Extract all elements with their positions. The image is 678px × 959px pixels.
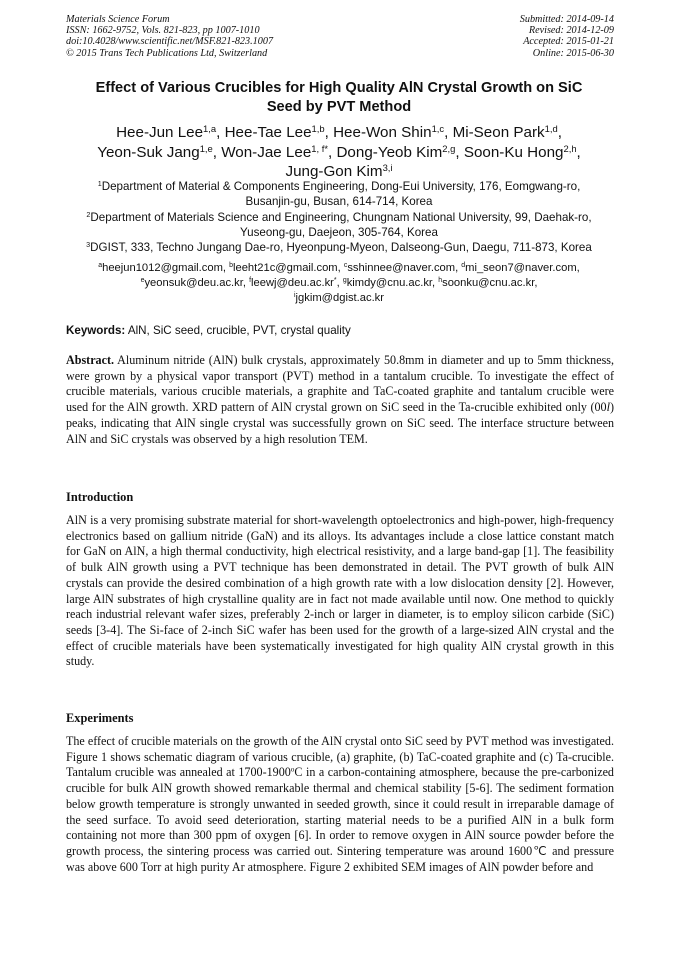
journal-line: © 2015 Trans Tech Publications Ltd, Switzerland [66, 47, 268, 59]
email-marker: g [342, 276, 347, 284]
author-list [40, 123, 638, 182]
submission-dates [520, 14, 614, 59]
author-name: Yeon-Suk Jang [97, 143, 200, 161]
author-name: Dong-Yeob Kim [336, 143, 443, 161]
email-list [40, 261, 638, 305]
journal-line: Materials Science Forum [66, 14, 170, 25]
author-affil: 1,d [544, 122, 558, 134]
author-line: Hee-Jun Lee$^{1,a}$, Hee-Tae Lee$^{1,b}$, Hee-Won Shin$^{1,c}$, Mi-Seon Park$^{1,d}$, [116, 122, 562, 141]
abstract-text: Aluminum nitride (AlN) bulk crystals, approximately 50.8mm in diameter and up to 5mm thickness, were grown by a physical vapor transport (PVT) method in a tantalum crucible. To investigate the effect of crucible materials, various crucible materials, a graphite and TaC-coated graphite and tantalum crucible were used for the AlN growth. XRD pattern of AlN crystal grown on SiC seed in the Ta-crucible exhibited only (00 [66, 353, 615, 415]
affiliation-number: 2 [86, 210, 91, 220]
date-line: Submitted: 2014-09-14 [519, 14, 614, 25]
affiliation-line [50, 179, 628, 194]
date-line: Accepted: 2015-01-21 [523, 36, 614, 48]
author-name: Hee-Tae Lee [224, 124, 312, 141]
author-name: Hee-Jun Lee [116, 124, 204, 141]
miller-index: l [606, 400, 610, 415]
email-marker: h [438, 276, 443, 284]
abstract-label: Abstract. [66, 353, 115, 367]
email-marker: * [333, 276, 337, 284]
abstract [66, 353, 614, 447]
email-address: mi_seon7@naver.com, [465, 262, 580, 274]
email-address: leewj@deu.ac.kr [251, 276, 334, 289]
email-marker: i [294, 291, 296, 299]
author-affil: 1,c [431, 122, 445, 134]
paper-title [40, 79, 638, 117]
affiliation-text: DGIST, 333, Techno Jungang Dae-ro, Hyeonpung-Myeon, Dalseong-Gun, Daegu, 711-873, Korea [90, 241, 592, 254]
author-affil: 3,i [382, 162, 393, 174]
author-affil: 1,e [199, 142, 213, 154]
email-address: heejun1012@gmail.com, [102, 262, 227, 274]
author-affil: 1, f* [311, 142, 329, 154]
affiliation-line: Busanjin-gu, Busan, 614-714, Korea [245, 195, 433, 209]
email-line [40, 261, 638, 276]
email-separator: , [336, 276, 340, 289]
experiments-text-part: The effect of crucible materials on the growth of the AlN crystal onto SiC seed by PVT method was investigated. Figure 1 shows schematic diagram of various crucible, (a) graphite, (b) TaC-coated graphite and (c) Ta-crucible. Tantalum crucible was annealed at 1700-1900 [66, 734, 614, 780]
author-name: Mi-Seon Park [452, 124, 545, 141]
email-marker: e [140, 276, 145, 284]
affiliation-line [50, 240, 628, 255]
author-affil: 2,h [563, 142, 577, 154]
journal-line: doi:10.4028/www.scientific.net/MSF.821-823.1007 [66, 36, 274, 48]
affiliation-text: Department of Material & Components Engineering, Dong-Eui University, 176, Eomgwang-ro, [101, 180, 581, 193]
author-name: Won-Jae Lee [221, 143, 312, 161]
journal-info [66, 14, 273, 59]
email-address: kimdy@cnu.ac.kr, [346, 276, 436, 289]
journal-line: ISSN: 1662-9752, Vols. 821-823, pp 1007-1010 [66, 25, 260, 37]
affiliation-line [50, 210, 628, 225]
author-line: Yeon-Suk Jang$^{1,e}$, Won-Jae Lee$^{1, f*}$, Dong-Yeob Kim$^{2,g}$, Soon-Ku Hong$^{2,h}$, [97, 142, 581, 161]
author-affil: 1,a [203, 122, 217, 134]
email-address: jgkim@dgist.ac.kr [295, 291, 384, 304]
keywords-text: AlN, SiC seed, crucible, PVT, crystal quality [127, 324, 351, 337]
email-line [40, 291, 638, 306]
introduction-text: AlN is a very promising substrate material for short-wavelength optoelectronics and high-power, high-frequency electronics based on gallium nitride (GaN) and its alloys. Its advantages include a close lattice constant match for GaN on AlN, a high thermal conductivity, high electrical resistivity, and a large band-gap [1]. The feasibility of bulk AlN growth using a PVT technique has been demonstrated in detail. The PVT growth of bulk AlN crystals can provide the desired combination of a high growth rate with a low dislocation density [2]. However, large AlN substrates of high crystalline quality are in fact not made available until now. One method to quickly reach industrial relevant wafer sizes, preferably 2-inch or larger in diameter, is to employ silicon carbide (SiC) seeds [3-4]. The Si-face of 2-inch SiC wafer has been used for the growth of a large-sized AlN crystal and the effect of crucible materials have been systematically investigated for high quality AlN crystal growth in this study. [66, 513, 614, 669]
title-line: Effect of Various Crucibles for High Quality AlN Crystal Growth on SiC [95, 80, 583, 96]
title-line: Seed by PVT Method [266, 99, 412, 115]
affiliation-2 [50, 210, 628, 241]
email-address: yeonsuk@deu.ac.kr, [144, 276, 246, 289]
affiliation-1 [50, 179, 628, 210]
date-line: Revised: 2014-12-09 [528, 25, 614, 37]
email-line [40, 276, 638, 291]
degree-marker: o [290, 766, 295, 775]
keywords-label: Keywords: [66, 324, 126, 337]
experiments-text [66, 734, 614, 875]
affiliation-3 [50, 240, 628, 255]
author-name: Soon-Ku Hong [463, 143, 564, 161]
author-name: Jung-Gon Kim [285, 163, 383, 181]
author-affil: 1,b [311, 122, 325, 134]
email-marker: d [461, 262, 466, 270]
email-address: soonku@cnu.ac.kr, [442, 276, 538, 289]
abstract-text: ) peaks, indicating that AlN single crystal was successfully grown on SiC seed. The interface structure between AlN and SiC crystals was observed by a high resolution TEM. [66, 400, 614, 446]
experiments-heading: Experiments [66, 711, 134, 725]
author-affil: 2,g [442, 142, 456, 154]
email-marker: a [98, 262, 103, 270]
email-marker: c [343, 262, 348, 270]
email-address: sshinnee@naver.com, [347, 262, 459, 274]
affiliation-number: 1 [97, 179, 102, 189]
introduction-heading: Introduction [66, 490, 134, 504]
keywords [66, 324, 351, 337]
date-line: Online: 2015-06-30 [532, 47, 614, 59]
email-address: leeht21c@gmail.com, [233, 262, 341, 274]
affiliation-number: 3 [86, 240, 91, 250]
experiments-text-part: C in a carbon-containing atmosphere, because the pre-carbonized crucible for bulk AlN growth showed remarkable thermal and chemical stability [5-6]. The sediment formation below growth temperature is strongly unwanted in seeded growth, since it could result in irreparable damage of the seed surface. To avoid seed deterioration, starting material needs to be a purified AlN in a bulk form containing not more than 300 ppm of oxygen [6]. In order to remove oxygen in AlN source powder before the growth process, the sintering process was carried out. Sintering temperature was around 1600℃ and pressure was above 600 Torr at high purity Ar atmosphere. Figure 2 exhibited SEM images of AlN powder before and [66, 765, 614, 874]
author-name: Hee-Won Shin [333, 124, 432, 141]
email-marker: f [249, 276, 252, 284]
affiliation-text: Department of Materials Science and Engineering, Chungnam National University, 99, Daehak-ro, [90, 211, 592, 224]
affiliation-line: Yuseong-gu, Daejeon, 305-764, Korea [240, 226, 438, 240]
email-marker: b [229, 262, 233, 270]
